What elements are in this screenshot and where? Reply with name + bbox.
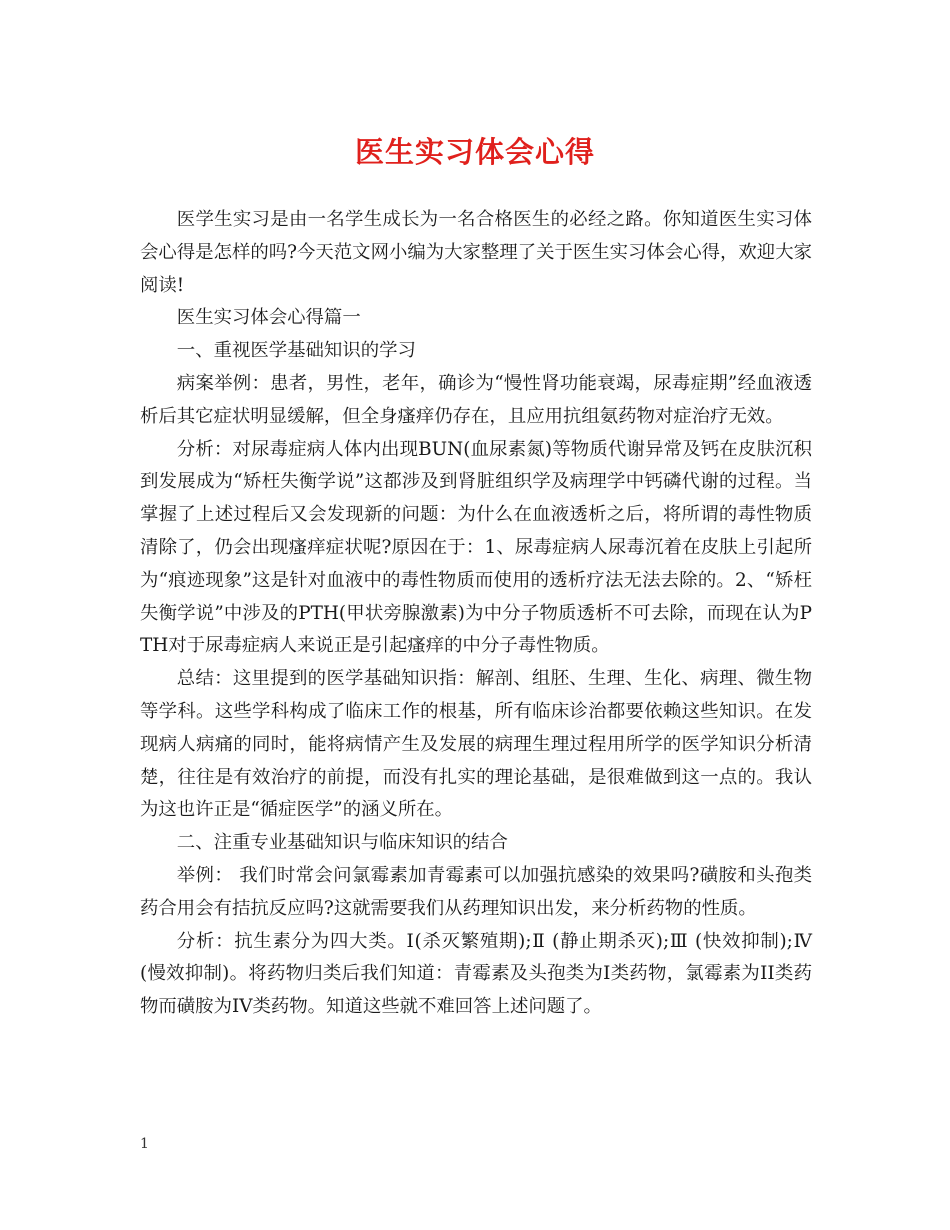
paragraph-intro: 医学生实习是由一名学生成长为一名合格医生的必经之路。你知道医生实习体会心得是怎样的吗?今天范文网小编为大家整理了关于医生实习体会心得，欢迎大家阅读! xyxy=(140,209,812,296)
paragraph-analysis-2: 分析：抗生素分为四大类。Ⅰ(杀灭繁殖期);Ⅱ (静止期杀灭);Ⅲ (快效抑制);Ⅳ (慢效抑制)。将药物归类后我们知道：青霉素及头孢类为Ⅰ类药物，氯霉素为II类药物而磺胺为IV类药物。知道这些就不难回答上述问题了。 xyxy=(140,930,812,1018)
document-title: 医生实习体会心得 xyxy=(354,135,595,169)
page-number: 1 xyxy=(140,1136,149,1152)
paragraph-case-example: 病案举例：患者，男性，老年，确诊为“慢性肾功能衰竭，尿毒症期”经血液透析后其它症状明显缓解，但全身瘙痒仍存在，且应用抗组氨药物对症治疗无效。 xyxy=(140,372,812,427)
paragraph-analysis-1: 分析：对尿毒症病人体内出现BUN(血尿素氮)等物质代谢异常及钙在皮肤沉积到发展成为“矫枉失衡学说”这都涉及到肾脏组织学及病理学中钙磷代谢的过程。当掌握了上述过程后又会发现新的问题：为什么在血液透析之后，将所谓的毒性物质清除了，仍会出现瘙痒症状呢?原因在于：1、尿毒症病人尿毒沉着在皮肤上引起所为“痕迹现象”这是针对血液中的毒性物质而使用的透析疗法无法去除的。2、“矫枉失衡学说”中涉及的PTH(甲状旁腺激素)为中分子物质透析不可去除，而现在认为PTH对于尿毒症病人来说正是引起瘙痒的中分子毒性物质。 xyxy=(140,438,812,657)
section-heading: 医生实习体会心得篇一 xyxy=(176,307,361,329)
subheading-2: 二、注重专业基础知识与临床知识的结合 xyxy=(176,832,508,854)
document-body xyxy=(140,204,812,1024)
paragraph-example-2: 举例： 我们时常会问氯霉素加青霉素可以加强抗感染的效果吗?磺胺和头孢类药合用会有拮抗反应吗?这就需要我们从药理知识出发，来分析药物的性质。 xyxy=(140,864,812,919)
paragraph-summary: 总结：这里提到的医学基础知识指：解剖、组胚、生理、生化、病理、微生物等学科。这些学科构成了临床工作的根基，所有临床诊治都要依赖这些知识。在发现病人病痛的同时，能将病情产生及发展的病理生理过程用所学的医学知识分析清楚，往往是有效治疗的前提，而没有扎实的理论基础，是很难做到这一点的。我认为这也许正是“循症医学”的涵义所在。 xyxy=(140,668,812,821)
subheading-1: 一、重视医学基础知识的学习 xyxy=(176,340,416,362)
